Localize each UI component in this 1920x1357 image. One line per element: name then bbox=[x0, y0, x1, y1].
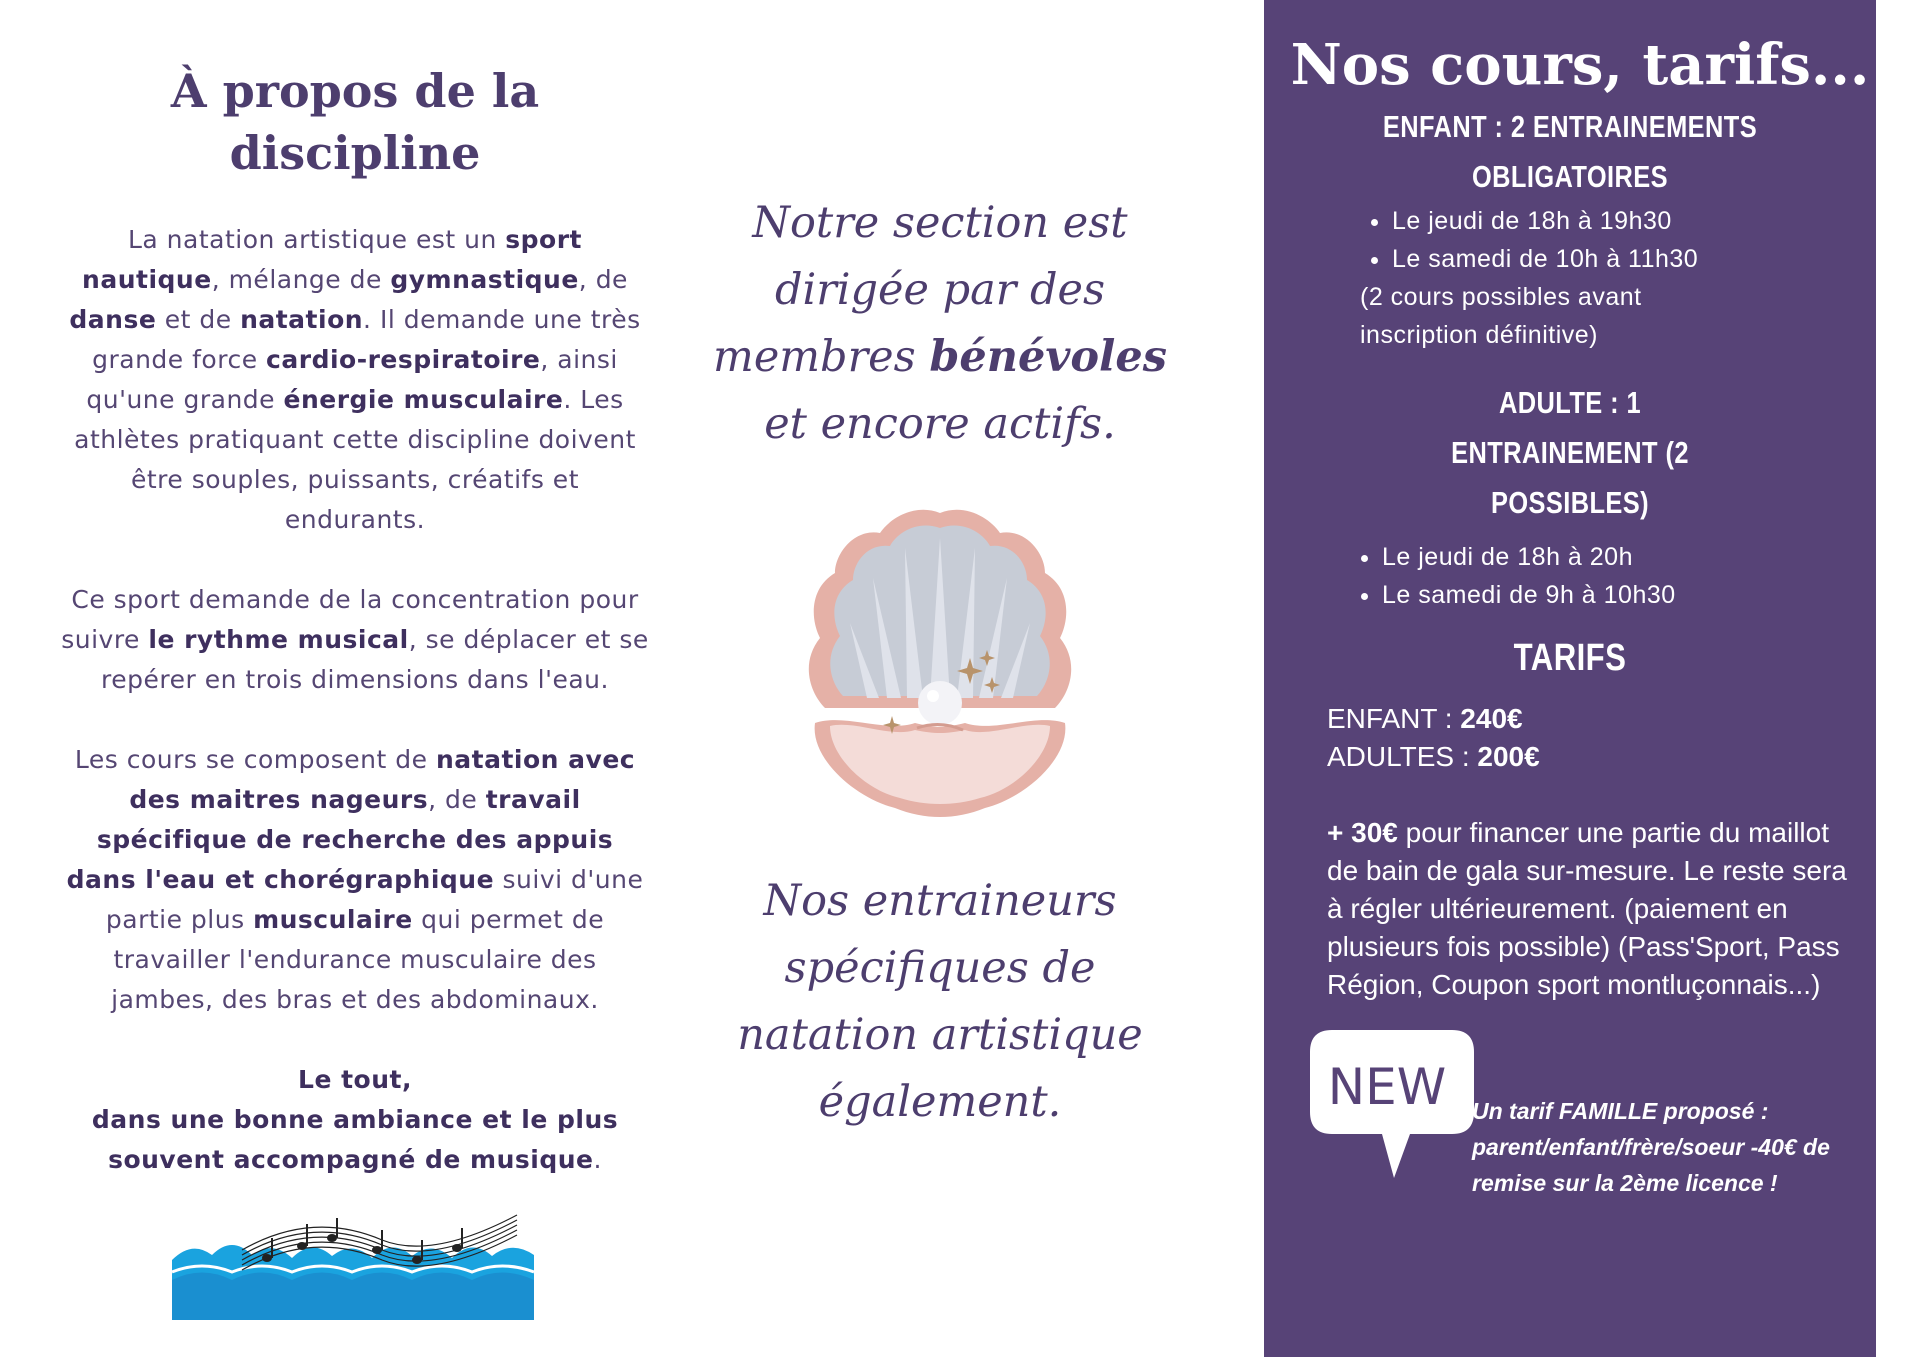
enfant-price-line: ENFANT : 240€ bbox=[1327, 703, 1523, 734]
adulte-heading: ADULTE : 1 ENTRAINEMENT (2 POSSIBLES) bbox=[1451, 385, 1689, 520]
enfant-schedule bbox=[1264, 202, 1876, 278]
emphasis-text: Le tout, bbox=[298, 1065, 412, 1094]
text-segment: et de bbox=[156, 305, 241, 334]
text-segment: , de bbox=[428, 785, 486, 814]
emphasis-text: dans une bonne ambiance et le plus souvent accompagné de musique bbox=[91, 1105, 619, 1174]
emphasis-text: danse bbox=[69, 305, 157, 334]
about-paragraph-1 bbox=[60, 220, 650, 540]
emphasis-text: sport nautique bbox=[82, 225, 582, 294]
new-badge-text: NEW bbox=[1327, 1058, 1447, 1116]
pricing-title: Nos cours, tarifs... bbox=[1290, 32, 1870, 98]
text-segment: . Il demande une très grande force bbox=[92, 305, 641, 374]
about-paragraph-4 bbox=[60, 1060, 650, 1180]
text-segment: . Les athlètes pratiquant cette discipline doivent être souples, puissants, créatifs et endurants. bbox=[74, 385, 636, 534]
text-segment: Nos entraineurs spécifiques de natation artistique également. bbox=[737, 876, 1143, 1127]
family-offer-text: Un tarif FAMILLE proposé : parent/enfant/frère/soeur -40€ de remise sur la 2ème licence ! bbox=[1472, 1098, 1830, 1196]
about-paragraph-3 bbox=[60, 740, 650, 1020]
emphasis-text: cardio-respiratoire bbox=[266, 345, 541, 374]
text-segment: , ainsi qu'une grande bbox=[86, 345, 618, 414]
text-segment: , mélange de bbox=[211, 265, 391, 294]
emphasis-text: le rythme musical bbox=[148, 625, 409, 654]
adulte-price: 200€ bbox=[1477, 741, 1540, 772]
text-segment: , de bbox=[578, 265, 628, 294]
about-paragraph-2 bbox=[60, 580, 650, 700]
list-item: • Le samedi de 10h à 11h30 bbox=[1392, 240, 1876, 278]
text-segment: , se déplacer et se repérer en trois dimensions dans l'eau. bbox=[101, 625, 649, 694]
text-segment: Notre section est dirigée par des membres bbox=[713, 198, 1128, 382]
text-segment: qui permet de travailler l'endurance musculaire des jambes, des bras et des abdominaux. bbox=[111, 905, 605, 1014]
emphasis-text: énergie musculaire bbox=[283, 385, 564, 414]
text-segment: et encore actifs. bbox=[764, 399, 1116, 449]
text-segment: suivi d'une partie plus bbox=[105, 865, 644, 934]
about-title: À propos de la discipline bbox=[170, 64, 540, 180]
emphasis-text: + 30€ bbox=[1327, 817, 1398, 848]
tarifs-heading: TARIFS bbox=[1513, 637, 1627, 679]
list-item: • Le jeudi de 18h à 19h30 bbox=[1392, 202, 1876, 240]
text-segment: La natation artistique est un bbox=[127, 225, 506, 254]
emphasis-text: travail spécifique de recherche des appuis dans l'eau et chorégraphique bbox=[66, 785, 614, 894]
text-segment: Les cours se composent de bbox=[74, 745, 436, 774]
middle-column bbox=[690, 190, 1190, 1136]
water-music-illustration bbox=[172, 1210, 534, 1320]
adulte-schedule bbox=[1264, 538, 1876, 614]
section-quote bbox=[690, 190, 1190, 458]
emphasis-text: bénévoles bbox=[929, 332, 1167, 382]
list-item: • Le jeudi de 18h à 20h bbox=[1382, 538, 1876, 576]
enfant-price: 240€ bbox=[1460, 703, 1523, 734]
text-segment: Ce sport demande de la concentration pour suivre bbox=[61, 585, 639, 654]
emphasis-text: natation avec des maitres nageurs bbox=[129, 745, 636, 814]
pearl-shell-illustration bbox=[795, 498, 1085, 828]
text-segment: pour financer une partie du maillot de bain de gala sur-mesure. Le reste sera à régler ultérieurement. (paiement en plusieurs fois possible) (Pass'Sport, Pass Région, Coupon sport montluçonnais...) bbox=[1327, 817, 1847, 1000]
supplement-text bbox=[1327, 814, 1847, 1004]
emphasis-text: gymnastique bbox=[390, 265, 579, 294]
trainers-quote bbox=[690, 868, 1190, 1136]
about-column bbox=[60, 60, 650, 1220]
emphasis-text: musculaire bbox=[253, 905, 413, 934]
emphasis-text: natation bbox=[240, 305, 364, 334]
text-segment: . bbox=[593, 1145, 602, 1174]
list-item: • Le samedi de 9h à 10h30 bbox=[1382, 576, 1876, 614]
enfant-heading: ENFANT : 2 ENTRAINEMENTS OBLIGATOIRES bbox=[1382, 109, 1758, 194]
adulte-price-line: ADULTES : 200€ bbox=[1327, 741, 1540, 772]
enfant-note: (2 cours possibles avant inscription définitive) bbox=[1360, 283, 1642, 349]
